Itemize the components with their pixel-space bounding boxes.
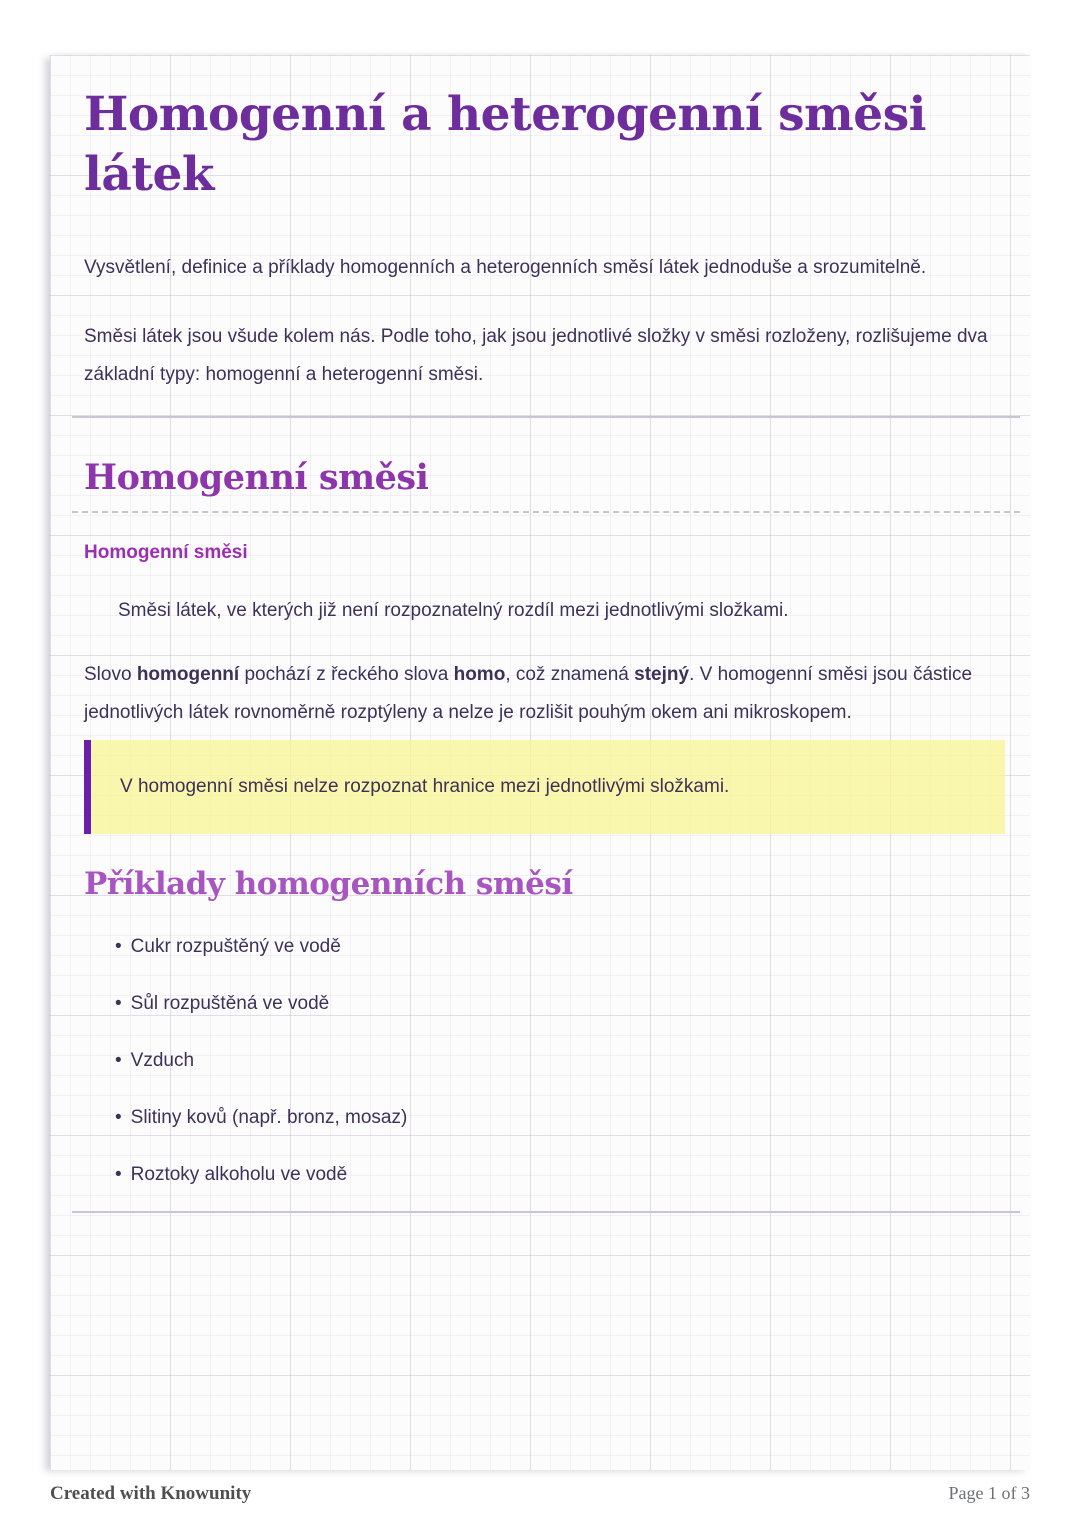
etymology-segment: . V homogenní směsi jsou částice jednotlivých látek rovnoměrně rozptýleny a nelze je rozlišit pouhým okem ani mikroskopem. — [84, 664, 973, 723]
list-item-text: Slitiny kovů (např. bronz, mosaz) — [130, 1107, 408, 1128]
intro-paragraph-2: Směsi látek jsou všude kolem nás. Podle toho, jak jsou jednotlivé složky v směsi rozloženy, rozlišujeme dva základní typy: homogenní a heterogenní směsi. — [84, 326, 988, 385]
page-footer — [50, 1483, 1030, 1505]
bold-term-homogenni: homogenní — [136, 664, 240, 685]
bold-term-stejny: stejný — [634, 664, 690, 685]
document-title: Homogenní a heterogenní směsi látek — [84, 87, 927, 202]
section-subheading: Homogenní směsi — [84, 542, 248, 563]
etymology-segment: , což znamená — [505, 664, 635, 685]
section-divider-bottom — [72, 1211, 1020, 1213]
callout-box — [84, 740, 1005, 834]
list-item — [115, 1156, 1005, 1194]
bullet-icon: • — [115, 993, 122, 1014]
list-item-text: Vzduch — [130, 1050, 195, 1071]
list-item — [115, 1099, 1005, 1137]
list-item — [115, 985, 1005, 1023]
section-divider-top — [72, 416, 1020, 418]
list-item-text: Cukr rozpuštěný ve vodě — [130, 936, 341, 957]
bullet-icon: • — [115, 1050, 122, 1071]
section-heading-homogeneous: Homogenní směsi — [84, 457, 429, 498]
list-item-text: Roztoky alkoholu ve vodě — [130, 1164, 348, 1185]
section-heading-wrap — [72, 456, 1020, 513]
document-content — [50, 55, 1030, 1213]
callout-text: V homogenní směsi nelze rozpoznat hranice mezi jednotlivými složkami. — [120, 776, 730, 797]
examples-heading: Příklady homogenních směsí — [84, 866, 573, 902]
list-item — [115, 928, 1005, 966]
list-item-text: Sůl rozpuštěná ve vodě — [130, 993, 330, 1014]
bold-term-homo: homo — [453, 664, 506, 685]
knowunity-credit: Created with Knowunity — [50, 1483, 252, 1504]
bullet-icon: • — [115, 1164, 122, 1185]
etymology-paragraph — [84, 656, 1005, 732]
page-number: Page 1 of 3 — [948, 1483, 1030, 1503]
bullet-icon: • — [115, 936, 122, 957]
examples-list — [84, 928, 1005, 1194]
etymology-segment: pochází z řeckého slova — [239, 664, 454, 685]
etymology-segment: Slovo — [84, 664, 137, 685]
document-page — [50, 55, 1030, 1470]
bullet-icon: • — [115, 1107, 122, 1128]
intro-paragraph-1: Vysvětlení, definice a příklady homogenních a heterogenních směsí látek jednoduše a srozumitelně. — [84, 257, 927, 278]
definition-text: Směsi látek, ve kterých již není rozpoznatelný rozdíl mezi jednotlivými složkami. — [118, 600, 789, 621]
list-item — [115, 1042, 1005, 1080]
